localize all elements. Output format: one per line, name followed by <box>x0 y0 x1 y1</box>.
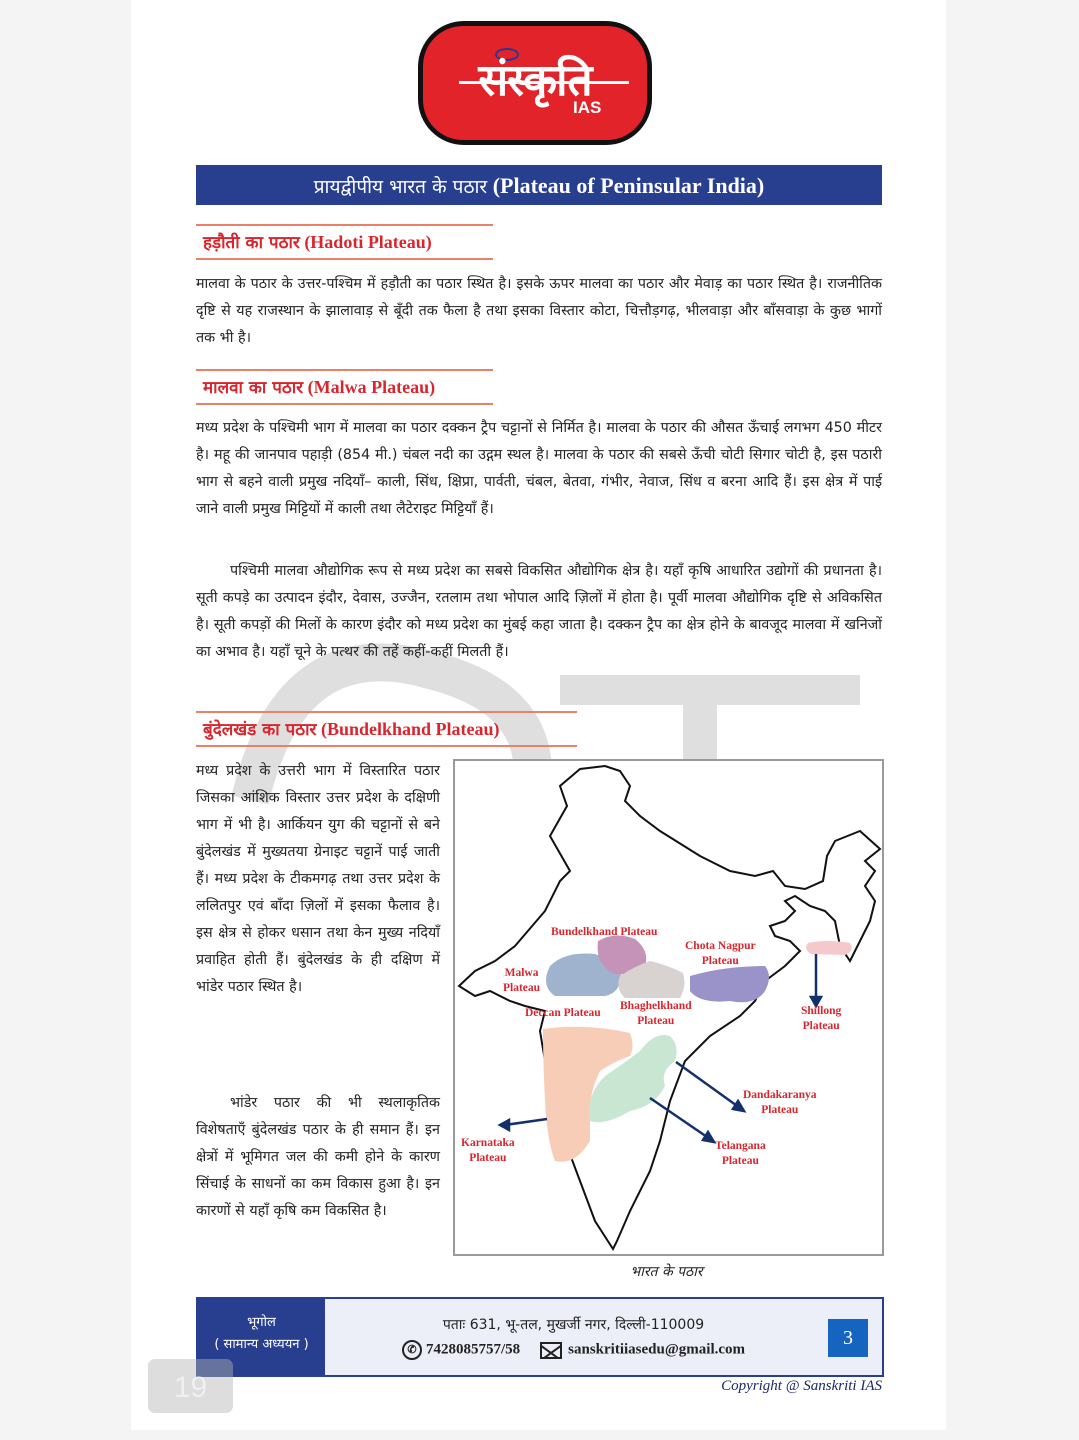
arrow-telangana <box>650 1098 710 1139</box>
page-title-hindi: प्रायद्वीपीय भारत के पठार <box>313 176 488 198</box>
footer-contact-block <box>325 1299 822 1375</box>
mail-icon <box>540 1342 562 1359</box>
label-dandakaranya: Dandakaranya Plateau <box>743 1089 817 1116</box>
region-chota-nagpur <box>690 966 769 1002</box>
logo-ias-text: IAS <box>573 98 602 117</box>
page-footer <box>196 1297 884 1377</box>
page-title-english: (Plateau of Peninsular India) <box>492 173 765 198</box>
section-heading-english: (Hadoti Plateau) <box>304 232 432 252</box>
viewer-page-indicator[interactable]: 19 <box>148 1359 233 1413</box>
paragraph-malwa-1: मध्य प्रदेश के पश्चिमी भाग में मालवा का पठार दक्कन ट्रैप चट्टानों से निर्मित है। मालवा के पठार की औसत ऊँचाई लगभग 450 मीटर है। महू की जानपाव पहाड़ी (854 मी.) चंबल नदी का उद्गम स्थल है। मालवा के पठार की सबसे ऊँची चोटी सिगार चोटी है, इस पठारी भाग से बहने वाली प्रमुख नदियाँ– काली, सिंध, क्षिप्रा, पार्वती, चंबल, बेतवा, गंभीर, नेवाज, सिंध व बरना आदि हैं। इस क्षेत्र में पाई जाने वाली प्रमुख मिट्टियों में काली तथा लैटेराइट मिट्टियाँ हैं। <box>196 420 882 517</box>
phone-icon: ✆ <box>402 1340 422 1360</box>
section-heading-english: (Malwa Plateau) <box>307 377 436 397</box>
footer-subject-title: भूगोल <box>247 1315 276 1330</box>
label-bundelkhand: Bundelkhand Plateau <box>551 926 658 938</box>
paragraph-malwa-2: पश्चिमी मालवा औद्योगिक रूप से मध्य प्रदेश का सबसे विकसित औद्योगिक क्षेत्र है। यहाँ कृषि आधारित उद्योगों की प्रधानता है। सूती कपड़े का उत्पादन इंदौर, देवास, उज्जैन, रतलाम तथा भोपाल आदि ज़िलों में होता है। पूर्वी मालवा औद्योगिक दृष्टि से अविकसित है। सूती कपड़ों की मिलों के कारण इंदौर को मध्य प्रदेश का मुंबई कहा जाता है। दक्कन ट्रैप का क्षेत्र होने के बावजूद मालवा में खनिजों का अभाव है। यहाँ चूने के पत्थर की तहें कहीं-कहीं मिलती हैं। <box>196 563 882 660</box>
map-caption: भारत के पठार <box>630 1264 703 1280</box>
sanskriti-ias-logo <box>418 21 652 145</box>
label-telangana: Telangana Plateau <box>715 1140 766 1167</box>
label-baghelkhand: Bhaghelkhand Plateau <box>620 1000 692 1027</box>
arrowhead-telangana <box>703 1132 714 1142</box>
section-heading-hindi: मालवा का पठार <box>203 378 304 398</box>
logo-brand-text: संस्कृति <box>478 55 592 106</box>
logo-badge <box>423 26 647 140</box>
label-malwa: Malwa Plateau <box>503 967 541 994</box>
footer-contact-line <box>325 1340 822 1360</box>
footer-email[interactable]: sanskritiiasedu@gmail.com <box>568 1341 746 1358</box>
arrowhead-karnataka <box>500 1120 509 1130</box>
page-number-badge: 3 <box>828 1319 868 1357</box>
arrow-karnataka <box>505 1119 547 1125</box>
label-karnataka: Karnataka Plateau <box>461 1137 515 1164</box>
section-heading-bundelkhand <box>196 711 577 747</box>
india-plateau-map <box>453 759 884 1256</box>
label-shillong: Shillong Plateau <box>801 1005 842 1032</box>
paragraph-hadoti: मालवा के पठार के उत्तर-पश्चिम में हड़ौती का पठार स्थित है। इसके ऊपर मालवा का पठार और मेवाड़ का पठार स्थित है। राजनीतिक दृष्टि से यह राजस्थान के झालावाड़ से बूँदी तक फैला है तथा इसका विस्तार कोटा, चित्तौड़गढ़, भीलवाड़ा और बाँसवाड़ा के कुछ भागों तक भी है। <box>196 276 882 346</box>
footer-address: पताः 631, भू-तल, मुखर्जी नगर, दिल्ली-110009 <box>442 1317 705 1333</box>
footer-phone[interactable]: 7428085757/58 <box>425 1341 521 1358</box>
paragraph-bundelkhand-2: भांडेर पठार की भी स्थलाकृतिक विशेषताएँ बुंदेलखंड पठार के ही समान हैं। इन क्षेत्रों में भूमिगत जल की कमी होने के कारण सिंचाई के साधनों का कम विकास हुआ है। इन कारणों से यहाँ कृषि कम विकसित है। <box>196 1095 440 1219</box>
section-heading-hadoti <box>196 224 493 260</box>
paragraph-bundelkhand-1: मध्य प्रदेश के उत्तरी भाग में विस्तारित पठार जिसका आंशिक विस्तार उत्तर प्रदेश के दक्षिणी भाग में भी है। आर्कियन युग की चट्टानों से बने बुंदेलखंड में मुख्यतया ग्रेनाइट चट्टानें पाई जाती हैं। मध्य प्रदेश के टीकमगढ़ तथा उत्तर प्रदेश के ललितपुर एवं बाँदा ज़िलों में इसका फैलाव है। इस क्षेत्र से होकर धसान तथा केन मुख्य नदियाँ प्रवाहित होती हैं। बुंदेलखंड के ही दक्षिण में भांडेर पठार स्थित है। <box>196 763 440 995</box>
arrow-dandakaranya <box>676 1062 740 1108</box>
label-deccan: Deccan Plateau <box>525 1007 601 1019</box>
label-chota-nagpur: Chota Nagpur Plateau <box>685 940 756 967</box>
section-heading-english: (Bundelkhand Plateau) <box>320 719 500 739</box>
copyright-notice: Copyright @ Sanskriti IAS <box>721 1378 882 1394</box>
section-heading-malwa <box>196 369 493 405</box>
page-title <box>196 165 882 205</box>
region-shillong <box>806 941 852 955</box>
footer-subject-subtitle: ( सामान्य अध्ययन ) <box>214 1337 309 1352</box>
section-heading-hindi: बुंदेलखंड का पठार <box>203 720 317 740</box>
section-heading-hindi: हड़ौती का पठार <box>203 233 300 253</box>
